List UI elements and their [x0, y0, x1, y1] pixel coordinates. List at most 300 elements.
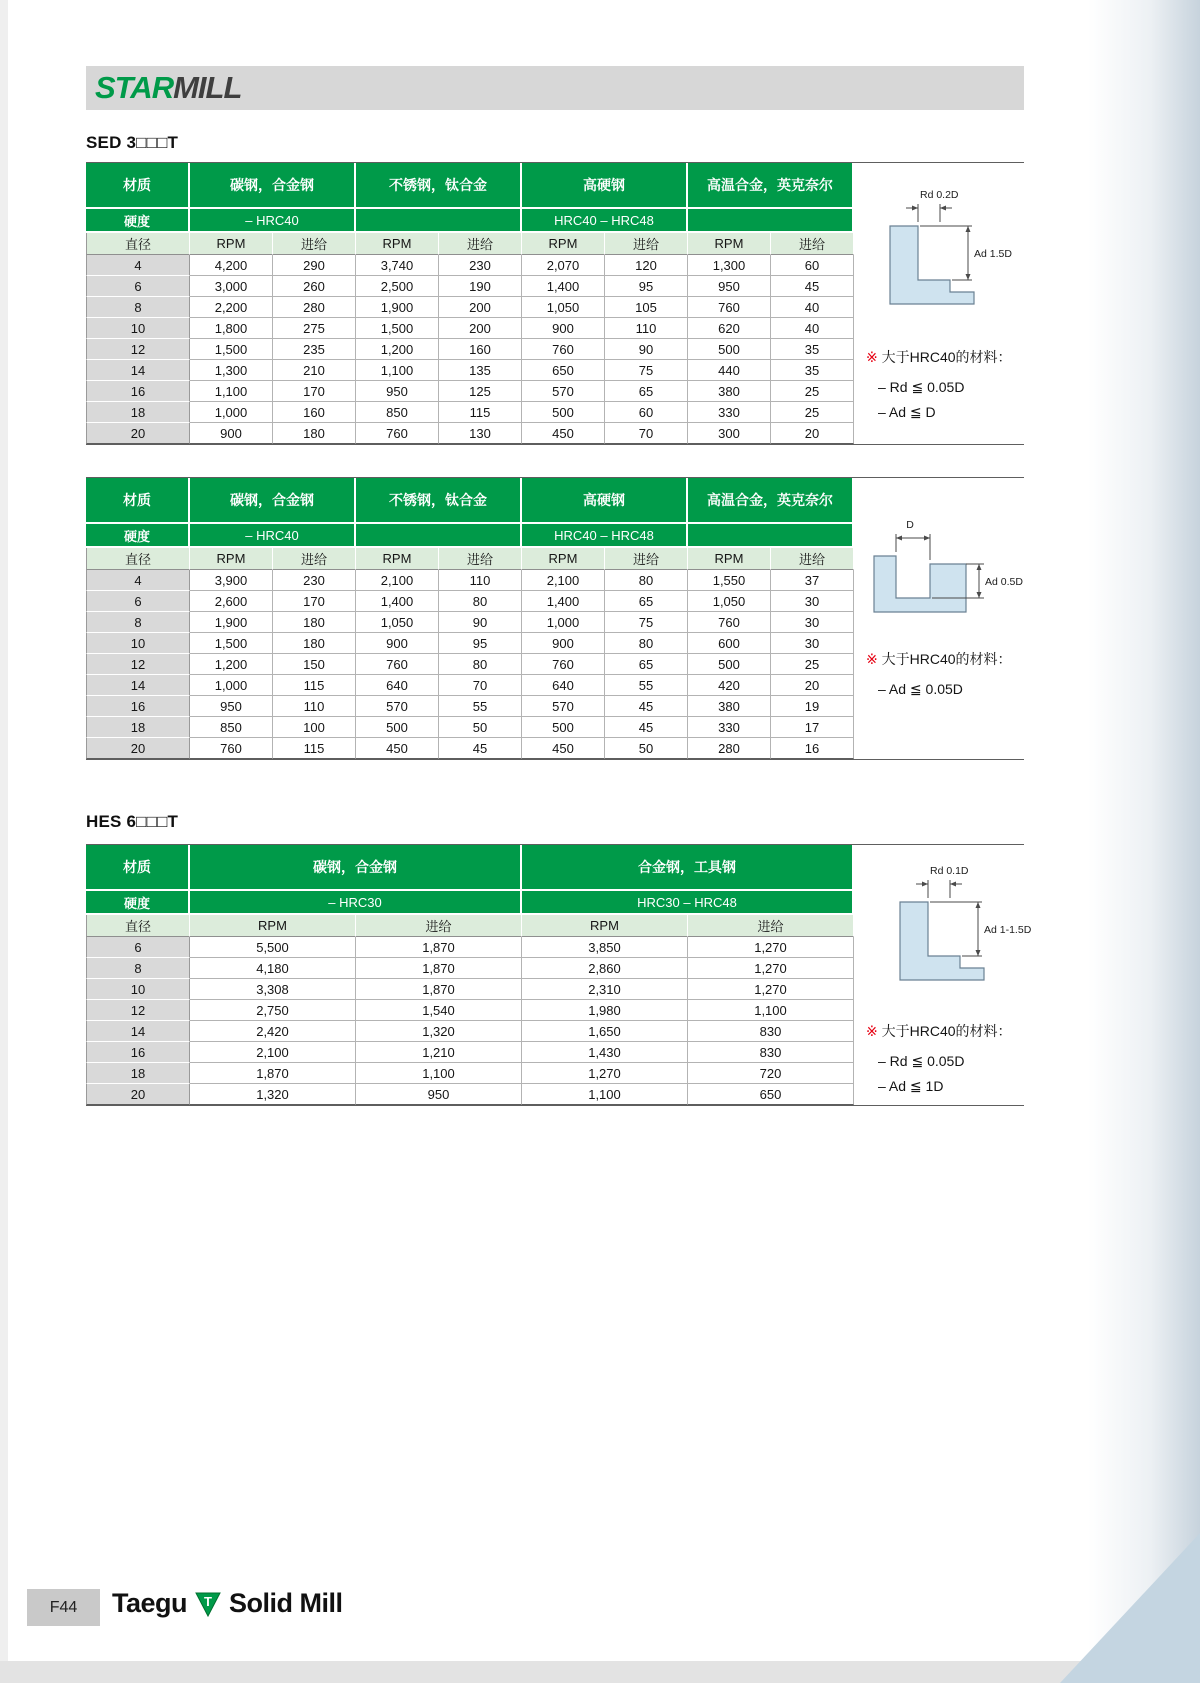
diameter-cell: 10 — [86, 318, 190, 339]
material-group-header: 不锈钢，钛合金 — [356, 163, 522, 209]
value-cell: 65 — [605, 654, 688, 675]
value-cell: 850 — [356, 402, 439, 423]
value-cell: 1,100 — [522, 1084, 688, 1105]
rule-line — [86, 1105, 1024, 1106]
rpm-header: RPM — [190, 915, 356, 937]
value-cell: 80 — [605, 570, 688, 591]
value-cell: 330 — [688, 402, 771, 423]
value-cell: 600 — [688, 633, 771, 654]
value-cell: 16 — [771, 738, 854, 759]
value-cell: 19 — [771, 696, 854, 717]
logo-star-text: STAR — [95, 70, 174, 105]
value-cell: 180 — [273, 423, 356, 444]
rpm-header: RPM — [190, 548, 273, 570]
logo-taegu-text: Taegu — [112, 1588, 188, 1618]
value-cell: 230 — [273, 570, 356, 591]
value-cell: 45 — [605, 717, 688, 738]
table-row — [86, 958, 854, 979]
value-cell: 180 — [273, 633, 356, 654]
workpiece-shape — [874, 556, 966, 612]
feed-header: 进给 — [273, 548, 356, 570]
value-cell: 2,100 — [190, 1042, 356, 1063]
value-cell: 80 — [605, 633, 688, 654]
value-cell: 850 — [190, 717, 273, 738]
corner-fold — [1060, 1533, 1200, 1683]
diameter-cell: 14 — [86, 360, 190, 381]
value-cell: 260 — [273, 276, 356, 297]
feed-header: 进给 — [356, 915, 522, 937]
value-cell: 420 — [688, 675, 771, 696]
value-cell: 1,540 — [356, 1000, 522, 1021]
table-row — [86, 339, 854, 360]
note-title: 大于HRC40的材料： — [881, 349, 1012, 365]
table-row — [86, 570, 854, 591]
note-line: – Rd ≦ 0.05D — [878, 1053, 965, 1069]
value-cell: 180 — [273, 612, 356, 633]
value-cell: 1,400 — [356, 591, 439, 612]
value-cell: 1,430 — [522, 1042, 688, 1063]
value-cell: 80 — [439, 591, 522, 612]
note-mark: ※ — [866, 349, 878, 365]
value-cell: 50 — [605, 738, 688, 759]
value-cell: 2,100 — [522, 570, 605, 591]
table-row — [86, 297, 854, 318]
hardness-row — [86, 524, 854, 548]
value-cell: 760 — [688, 612, 771, 633]
value-cell: 1,270 — [688, 958, 854, 979]
rule-line — [86, 444, 1024, 445]
value-cell: 1,300 — [190, 360, 273, 381]
value-cell: 1,100 — [356, 360, 439, 381]
material-group-header: 高温合金，英克奈尔 — [688, 478, 854, 524]
value-cell: 1,870 — [190, 1063, 356, 1084]
value-cell: 950 — [356, 1084, 522, 1105]
table-row — [86, 633, 854, 654]
diameter-cell: 20 — [86, 738, 190, 759]
feed-header: 进给 — [771, 548, 854, 570]
hardness-value: HRC40 – HRC48 — [522, 524, 688, 548]
value-cell: 760 — [522, 654, 605, 675]
hes-shoulder-milling-diagram — [872, 862, 1037, 1012]
value-cell: 500 — [356, 717, 439, 738]
bottom-page-edge — [0, 1661, 1200, 1683]
hardness-value: HRC30 – HRC48 — [522, 891, 854, 915]
value-cell: 1,000 — [522, 612, 605, 633]
rpm-header: RPM — [688, 233, 771, 255]
value-cell: 1,050 — [356, 612, 439, 633]
value-cell: 380 — [688, 696, 771, 717]
value-cell: 1,800 — [190, 318, 273, 339]
feed-header: 进给 — [273, 233, 356, 255]
value-cell: 570 — [522, 696, 605, 717]
hardness-row — [86, 891, 854, 915]
value-cell: 170 — [273, 591, 356, 612]
value-cell: 500 — [688, 339, 771, 360]
table-row — [86, 1042, 854, 1063]
value-cell: 70 — [439, 675, 522, 696]
value-cell: 760 — [688, 297, 771, 318]
diameter-cell: 14 — [86, 675, 190, 696]
value-cell: 25 — [771, 654, 854, 675]
value-cell: 290 — [273, 255, 356, 276]
rpm-header: RPM — [356, 548, 439, 570]
table-row — [86, 318, 854, 339]
hardness-value: HRC40 – HRC48 — [522, 209, 688, 233]
column-header-row — [86, 233, 854, 255]
value-cell: 45 — [605, 696, 688, 717]
sed-table1-note — [866, 348, 1034, 421]
table-row — [86, 654, 854, 675]
value-cell: 275 — [273, 318, 356, 339]
value-cell: 75 — [605, 360, 688, 381]
hardness-value — [356, 524, 522, 548]
logo-t-letter: T — [204, 1593, 212, 1609]
note-line: – Ad ≦ D — [878, 404, 936, 420]
value-cell: 55 — [605, 675, 688, 696]
value-cell: 20 — [771, 675, 854, 696]
diameter-cell: 10 — [86, 979, 190, 1000]
taegu-logo-mark-icon — [193, 1589, 223, 1619]
rpm-header: RPM — [356, 233, 439, 255]
logo-solid-mill-text: Solid Mill — [229, 1588, 343, 1618]
value-cell: 150 — [273, 654, 356, 675]
value-cell: 35 — [771, 339, 854, 360]
brand-band — [86, 66, 1024, 110]
value-cell: 1,650 — [522, 1021, 688, 1042]
value-cell: 950 — [356, 381, 439, 402]
value-cell: 17 — [771, 717, 854, 738]
material-row — [86, 163, 854, 209]
left-page-edge — [0, 0, 8, 1683]
value-cell: 60 — [771, 255, 854, 276]
sed-table2-note — [866, 650, 1034, 698]
table-row — [86, 1021, 854, 1042]
value-cell: 570 — [356, 696, 439, 717]
value-cell: 115 — [273, 738, 356, 759]
column-header-row — [86, 915, 854, 937]
table-row — [86, 591, 854, 612]
table-row — [86, 1084, 854, 1105]
material-group-header: 碳钢，合金钢 — [190, 163, 356, 209]
value-cell: 450 — [522, 738, 605, 759]
value-cell: 160 — [439, 339, 522, 360]
value-cell: 900 — [522, 633, 605, 654]
table-row — [86, 717, 854, 738]
feed-header: 进给 — [439, 233, 522, 255]
diameter-cell: 12 — [86, 339, 190, 360]
value-cell: 3,308 — [190, 979, 356, 1000]
value-cell: 65 — [605, 381, 688, 402]
value-cell: 570 — [522, 381, 605, 402]
value-cell: 450 — [356, 738, 439, 759]
feed-header: 进给 — [605, 233, 688, 255]
value-cell: 40 — [771, 297, 854, 318]
value-cell: 650 — [522, 360, 605, 381]
diameter-cell: 8 — [86, 612, 190, 633]
value-cell: 1,270 — [522, 1063, 688, 1084]
value-cell: 830 — [688, 1021, 854, 1042]
value-cell: 330 — [688, 717, 771, 738]
value-cell: 45 — [771, 276, 854, 297]
diameter-cell: 12 — [86, 654, 190, 675]
value-cell: 95 — [439, 633, 522, 654]
value-cell: 1,200 — [356, 339, 439, 360]
diagram-side-label: Ad 1.5D — [974, 248, 1012, 260]
diameter-cell: 6 — [86, 591, 190, 612]
value-cell: 380 — [688, 381, 771, 402]
value-cell: 500 — [522, 402, 605, 423]
column-header-row — [86, 548, 854, 570]
value-cell: 720 — [688, 1063, 854, 1084]
value-cell: 3,900 — [190, 570, 273, 591]
hardness-header: 硬度 — [86, 209, 190, 233]
diameter-cell: 8 — [86, 297, 190, 318]
diameter-cell: 8 — [86, 958, 190, 979]
feed-header: 进给 — [688, 915, 854, 937]
value-cell: 170 — [273, 381, 356, 402]
hardness-value — [688, 524, 854, 548]
hardness-value — [356, 209, 522, 233]
value-cell: 160 — [273, 402, 356, 423]
value-cell: 1,870 — [356, 958, 522, 979]
value-cell: 125 — [439, 381, 522, 402]
table-row — [86, 979, 854, 1000]
page-number-box — [27, 1589, 100, 1626]
value-cell: 1,500 — [356, 318, 439, 339]
hardness-value — [688, 209, 854, 233]
value-cell: 900 — [190, 423, 273, 444]
hardness-header: 硬度 — [86, 524, 190, 548]
value-cell: 35 — [771, 360, 854, 381]
table-row — [86, 1000, 854, 1021]
material-group-header: 高硬钢 — [522, 478, 688, 524]
note-mark: ※ — [866, 1023, 878, 1039]
table-row — [86, 276, 854, 297]
value-cell: 55 — [439, 696, 522, 717]
material-group-header: 合金钢，工具钢 — [522, 845, 854, 891]
starmill-logo — [86, 66, 1024, 110]
value-cell: 115 — [273, 675, 356, 696]
value-cell: 1,050 — [688, 591, 771, 612]
feed-header: 进给 — [771, 233, 854, 255]
feed-header: 进给 — [605, 548, 688, 570]
value-cell: 900 — [522, 318, 605, 339]
value-cell: 90 — [439, 612, 522, 633]
material-header: 材质 — [86, 478, 190, 524]
diameter-cell: 4 — [86, 255, 190, 276]
value-cell: 1,270 — [688, 979, 854, 1000]
value-cell: 30 — [771, 591, 854, 612]
table-row — [86, 381, 854, 402]
value-cell: 1,980 — [522, 1000, 688, 1021]
table-row — [86, 255, 854, 276]
value-cell: 950 — [688, 276, 771, 297]
value-cell: 1,500 — [190, 339, 273, 360]
value-cell: 1,000 — [190, 675, 273, 696]
value-cell: 230 — [439, 255, 522, 276]
value-cell: 115 — [439, 402, 522, 423]
value-cell: 2,500 — [356, 276, 439, 297]
right-page-edge-shading — [1088, 0, 1200, 1683]
value-cell: 3,000 — [190, 276, 273, 297]
table-row — [86, 360, 854, 381]
value-cell: 80 — [439, 654, 522, 675]
table-body — [86, 937, 854, 1105]
table-row — [86, 937, 854, 958]
hardness-value: – HRC30 — [190, 891, 522, 915]
value-cell: 1,300 — [688, 255, 771, 276]
table-row — [86, 738, 854, 759]
value-cell: 37 — [771, 570, 854, 591]
slot-milling-diagram — [866, 512, 1031, 634]
diagram-side-label: Ad 1-1.5D — [984, 924, 1032, 936]
rpm-header: RPM — [190, 233, 273, 255]
value-cell: 4,200 — [190, 255, 273, 276]
value-cell: 1,550 — [688, 570, 771, 591]
hardness-value: – HRC40 — [190, 524, 356, 548]
note-mark: ※ — [866, 651, 878, 667]
value-cell: 280 — [688, 738, 771, 759]
value-cell: 1,870 — [356, 937, 522, 958]
value-cell: 640 — [356, 675, 439, 696]
value-cell: 70 — [605, 423, 688, 444]
value-cell: 830 — [688, 1042, 854, 1063]
value-cell: 1,200 — [190, 654, 273, 675]
value-cell: 1,210 — [356, 1042, 522, 1063]
value-cell: 2,070 — [522, 255, 605, 276]
value-cell: 235 — [273, 339, 356, 360]
value-cell: 2,200 — [190, 297, 273, 318]
material-group-header: 碳钢，合金钢 — [190, 478, 356, 524]
value-cell: 900 — [356, 633, 439, 654]
value-cell: 25 — [771, 402, 854, 423]
rpm-header: RPM — [688, 548, 771, 570]
diameter-cell: 10 — [86, 633, 190, 654]
diagram-side-label: Ad 0.5D — [985, 576, 1023, 588]
table-row — [86, 423, 854, 444]
material-row — [86, 845, 854, 891]
value-cell: 1,870 — [356, 979, 522, 1000]
material-header: 材质 — [86, 163, 190, 209]
value-cell: 760 — [190, 738, 273, 759]
table-body — [86, 570, 854, 759]
value-cell: 1,900 — [356, 297, 439, 318]
taegu-solid-mill-logo — [112, 1588, 343, 1619]
diameter-cell: 18 — [86, 402, 190, 423]
value-cell: 75 — [605, 612, 688, 633]
sed-section-title: SED 3□□□T — [86, 133, 179, 152]
material-group-header: 高温合金，英克奈尔 — [688, 163, 854, 209]
value-cell: 1,400 — [522, 591, 605, 612]
value-cell: 1,100 — [190, 381, 273, 402]
value-cell: 760 — [356, 654, 439, 675]
value-cell: 440 — [688, 360, 771, 381]
diameter-cell: 6 — [86, 937, 190, 958]
value-cell: 210 — [273, 360, 356, 381]
value-cell: 120 — [605, 255, 688, 276]
value-cell: 280 — [273, 297, 356, 318]
value-cell: 20 — [771, 423, 854, 444]
value-cell: 60 — [605, 402, 688, 423]
table-row — [86, 612, 854, 633]
value-cell: 500 — [688, 654, 771, 675]
value-cell: 40 — [771, 318, 854, 339]
value-cell: 1,320 — [190, 1084, 356, 1105]
rule-line — [86, 759, 1024, 760]
hardness-row — [86, 209, 854, 233]
value-cell: 2,750 — [190, 1000, 356, 1021]
value-cell: 110 — [273, 696, 356, 717]
value-cell: 950 — [190, 696, 273, 717]
sed-table-2 — [86, 478, 854, 759]
value-cell: 500 — [522, 717, 605, 738]
logo-mill-text: MILL — [173, 70, 242, 105]
rpm-header: RPM — [522, 548, 605, 570]
workpiece-shape — [900, 902, 984, 980]
value-cell: 1,320 — [356, 1021, 522, 1042]
value-cell: 200 — [439, 318, 522, 339]
table-body — [86, 255, 854, 444]
feed-header: 进给 — [439, 548, 522, 570]
note-line: – Ad ≦ 0.05D — [878, 681, 963, 697]
value-cell: 25 — [771, 381, 854, 402]
value-cell: 1,050 — [522, 297, 605, 318]
diameter-cell: 16 — [86, 696, 190, 717]
value-cell: 1,000 — [190, 402, 273, 423]
diameter-header: 直径 — [86, 915, 190, 937]
hes-section-title: HES 6□□□T — [86, 812, 179, 831]
value-cell: 760 — [522, 339, 605, 360]
value-cell: 105 — [605, 297, 688, 318]
value-cell: 110 — [605, 318, 688, 339]
value-cell: 1,500 — [190, 633, 273, 654]
value-cell: 50 — [439, 717, 522, 738]
hardness-value: – HRC40 — [190, 209, 356, 233]
note-line: – Ad ≦ 1D — [878, 1078, 944, 1094]
rpm-header: RPM — [522, 915, 688, 937]
material-row — [86, 478, 854, 524]
value-cell: 620 — [688, 318, 771, 339]
value-cell: 650 — [688, 1084, 854, 1105]
material-group-header: 不锈钢，钛合金 — [356, 478, 522, 524]
diameter-cell: 4 — [86, 570, 190, 591]
value-cell: 190 — [439, 276, 522, 297]
diameter-header: 直径 — [86, 548, 190, 570]
value-cell: 110 — [439, 570, 522, 591]
shoulder-milling-diagram — [862, 186, 1027, 341]
diameter-cell: 20 — [86, 423, 190, 444]
table-row — [86, 696, 854, 717]
value-cell: 45 — [439, 738, 522, 759]
value-cell: 3,740 — [356, 255, 439, 276]
note-title: 大于HRC40的材料： — [881, 1023, 1012, 1039]
value-cell: 135 — [439, 360, 522, 381]
diameter-cell: 18 — [86, 1063, 190, 1084]
value-cell: 2,100 — [356, 570, 439, 591]
value-cell: 2,420 — [190, 1021, 356, 1042]
diameter-header: 直径 — [86, 233, 190, 255]
value-cell: 2,860 — [522, 958, 688, 979]
value-cell: 2,310 — [522, 979, 688, 1000]
value-cell: 1,100 — [356, 1063, 522, 1084]
hardness-header: 硬度 — [86, 891, 190, 915]
diameter-cell: 12 — [86, 1000, 190, 1021]
diameter-cell: 14 — [86, 1021, 190, 1042]
value-cell: 1,900 — [190, 612, 273, 633]
value-cell: 200 — [439, 297, 522, 318]
diameter-cell: 18 — [86, 717, 190, 738]
diameter-cell: 20 — [86, 1084, 190, 1105]
